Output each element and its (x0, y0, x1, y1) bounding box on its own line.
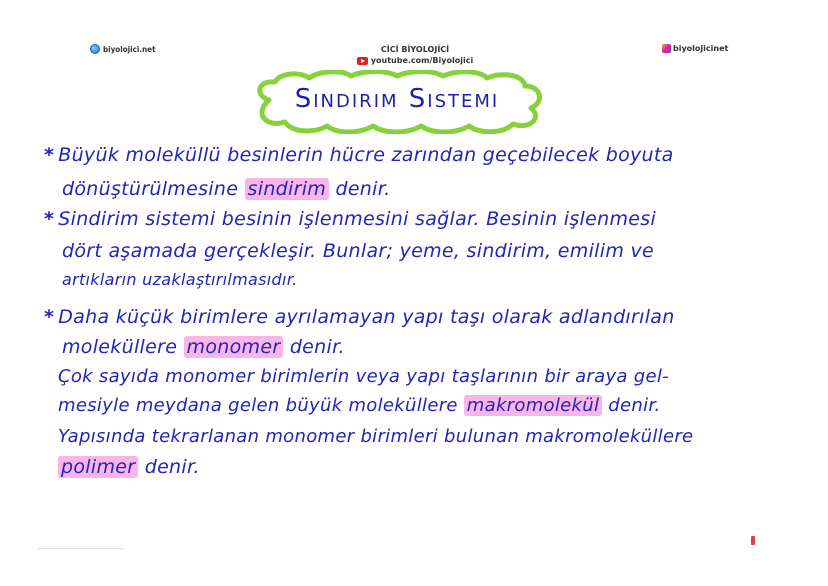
globe-icon (90, 44, 100, 54)
bullet-icon: * (44, 144, 55, 166)
p3-line-4: mesiyle meydana gelen büyük moleküllere makromolekül denir. (58, 395, 661, 416)
bullet-icon: * (44, 306, 55, 328)
p2-line-2: dört aşamada gerçekleşir. Bunlar; yeme, sindirim, emilim ve (62, 240, 655, 262)
header-center (330, 44, 500, 68)
page-edge-mark (751, 536, 755, 545)
p3-line-5: Yapısında tekrarlanan monomer birimleri bulunan makromoleküllere (58, 426, 694, 447)
left-site-text: biyolojici.net (103, 44, 156, 54)
p3-line-3: Çok sayıda monomer birimlerin veya yapı taşlarının bir araya gel- (58, 366, 669, 387)
p3-line-2: moleküllere monomer denir. (62, 336, 345, 358)
divider (38, 548, 124, 549)
page-title: Sındırım Sıstemı (294, 84, 500, 114)
instagram-icon (662, 44, 671, 53)
highlight-term: monomer (184, 336, 284, 358)
youtube-icon (357, 57, 368, 65)
p3-line-6: polimer denir. (58, 456, 200, 478)
p1-line-2: dönüştürülmesine sindirim denir. (62, 178, 391, 200)
youtube-link (357, 55, 473, 66)
header-right-site (662, 44, 728, 53)
p2-line-3: artıkların uzaklaştırılmasıdır. (62, 270, 298, 289)
right-site-text: biyolojicinet (673, 44, 729, 53)
bullet-icon: * (44, 208, 55, 230)
title-cloud (247, 70, 547, 134)
channel-title: CİCİ BİYOLOJİCİ (380, 45, 450, 54)
highlight-term: polimer (58, 456, 138, 478)
youtube-text: youtube.com/Biyolojici (370, 56, 474, 65)
p3-line-1: * Daha küçük birimlere ayrılamayan yapı taşı olarak adlandırılan (44, 306, 675, 328)
highlight-term: sindirim (245, 178, 330, 200)
highlight-term: makromolekül (464, 395, 602, 416)
p1-line-1: * Büyük moleküllü besinlerin hücre zarından geçebilecek boyuta (44, 144, 674, 166)
p2-line-1: * Sindirim sistemi besinin işlenmesini sağlar. Besinin işlenmesi (44, 208, 657, 230)
header-left-site (90, 44, 156, 54)
